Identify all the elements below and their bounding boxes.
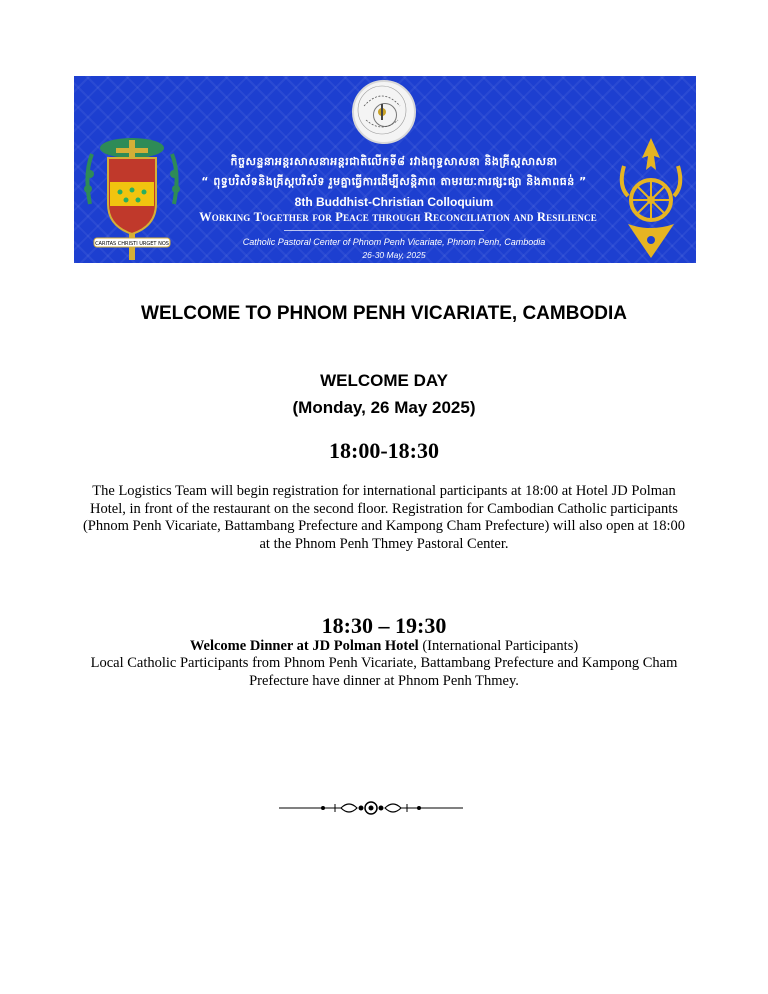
khmer-title (194, 152, 594, 168)
dicastery-seal (352, 80, 416, 144)
welcome-day-date: (Monday, 26 May 2025) (292, 398, 476, 417)
khmer-subtitle-text: “ ពុទ្ធបរិស័ទនិងគ្រីស្តបរិស័ទ រួមគ្នាធ្វើការដើម្បីសន្តិភាព តាមរយៈការផ្សះផ្សា និងភាពធន់ ” (201, 175, 587, 188)
decorative-divider-icon (279, 800, 463, 816)
dharma-wheel-emblem-icon (614, 136, 688, 260)
colloquium-theme: Working Together for Peace through Reconciliation and Resilience (199, 210, 597, 224)
coa-motto: CARITAS CHRISTI URGET NOS (95, 241, 169, 247)
session2-description: Local Catholic Participants from Phnom Penh Vicariate, Battambang Prefecture and Kampong Cham Prefecture have dinner at Phnom Penh Thmey. (90, 655, 678, 689)
colloquium-title: 8th Buddhist-Christian Colloquium (294, 195, 494, 209)
dinner-label: Welcome Dinner at JD Polman Hotel (189, 638, 419, 654)
khmer-title-text: កិច្ចសន្ទនាអន្តរសាសនាអន្តរជាតិលើកទី៨ រវាងពុទ្ធសាសនា និងគ្រីស្តសាសនា (230, 155, 558, 168)
colloquium-venue: Catholic Pastoral Center of Phnom Penh Vicariate, Phnom Penh, Cambodia (242, 237, 546, 247)
welcome-day-title: WELCOME DAY (320, 371, 448, 390)
bishop-coat-of-arms-icon (82, 134, 182, 262)
dinner-note: (International Participants) (418, 638, 579, 654)
session2-dinner-line (0, 638, 768, 655)
khmer-subtitle (174, 172, 614, 188)
session2-time: 18:30 – 19:30 (321, 613, 447, 638)
session1-time: 18:00-18:30 (329, 438, 439, 463)
banner-divider (284, 230, 484, 231)
session1-description: The Logistics Team will begin registration for international participants at 18:00 at Hotel JD Polman Hotel, in front of the restaurant on the second floor. Registration for Cambodian Catholic participants (Phnom Penh Vicariate, Battambang Prefecture and Kampong Cham Prefecture) will also open at 18:00 at the Phnom Penh Thmey Pastoral Center. (82, 483, 686, 552)
colloquium-banner (74, 76, 696, 263)
colloquium-dates: 26-30 May, 2025 (362, 250, 426, 260)
page-title: WELCOME TO PHNOM PENH VICARIATE, CAMBODIA (141, 303, 627, 324)
seal-ring-icon (352, 80, 412, 140)
